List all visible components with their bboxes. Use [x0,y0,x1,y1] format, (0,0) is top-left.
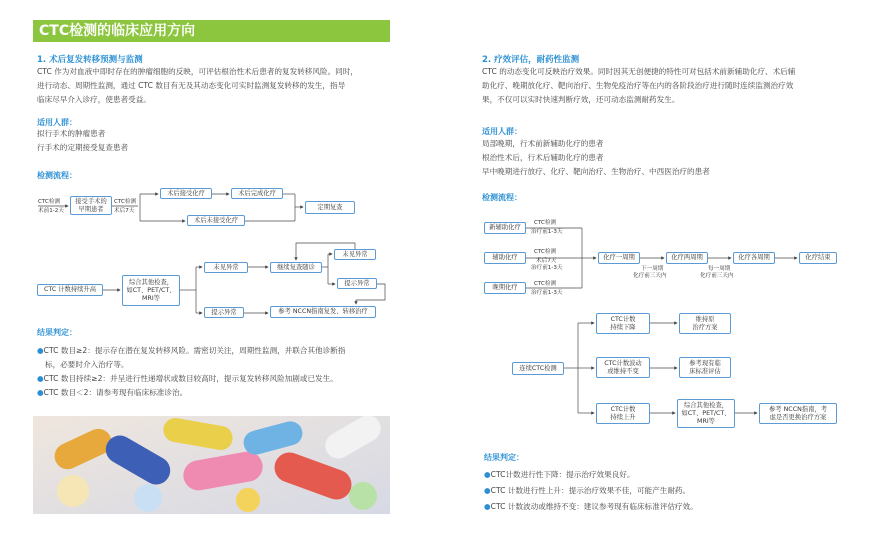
result-item: ●CTC计数进行性下降：提示治疗效果良好。 [484,470,635,479]
flow1-chemo-box: 术后接受化疗 [160,188,212,199]
section1-flow-heading: 检测流程： [37,171,77,180]
flow3-adj-sub2: 治疗前1-3天 [531,265,563,271]
bullet-dot-icon: ● [484,502,491,511]
result-item: ●CTC 数目持续≥2：并呈进行性递增状或数目较高时，提示复发转移风险加剧或已发生。 [37,374,338,383]
flow1-no-chemo-box: 术后未接受化疗 [187,215,245,226]
result-heading-right: 结果判定： [484,453,524,462]
flow1-review-box: 定期复查 [305,201,355,214]
flow3-cycle1-sub2: 化疗前三天内 [633,273,667,279]
result-heading-left: 结果判定： [37,328,77,337]
flow3-cycle2-box: 化疗两周期 [666,252,708,264]
bullet-dot-icon: ● [37,388,44,397]
flow2-hint-abn-box: 提示异常 [204,307,244,318]
flow3-end-box: 化疗结束 [799,252,837,264]
flow2-start-box: CTC 计数持续升高 [37,284,103,296]
audience-item: 行手术的定期接受复查患者 [37,143,129,152]
flow3-adj-box: 辅助化疗 [484,252,526,264]
flow2-not-abnormal-box: 未见异常 [204,262,248,273]
body-line: CTC 的动态变化可反映治疗效果。同时因其无创便捷的特性可对包括术前新辅助化疗、术后辅 [482,67,796,76]
result-item: ●CTC 计数波动或维持不变：建议参考现有临床标准评估疗效。 [484,502,698,511]
flow1-chemo-done-box: 术后完成化疗 [231,188,283,199]
flow4-up-result-box: 参考 NCCN指南，考 虑是否更换治疗方案 [759,403,837,424]
page-title: CTC检测的临床应用方向 [33,20,390,42]
result-item: ●CTC 计数进行性上升：提示治疗效果不佳，可能产生耐药。 [484,486,691,495]
flow3-late-ctc: CTC检测 [534,281,557,287]
body-line: CTC 作为对血液中即时存在的肿瘤细胞的反映，可评估根治性术后患者的复发转移风险。同时， [37,67,358,76]
section1-audience [37,127,128,155]
flow2-nccn-box: 参考 NCCN指南复发、转移治疗 [270,306,376,318]
flow3-neo-sub: 治疗前1-3天 [531,229,563,235]
audience-item: 根治性术后，行术后辅助化疗的患者 [482,153,604,162]
flow1-patient-box: 接受手术的 早期患者 [70,196,112,215]
bullet-dot-icon: ● [37,374,44,383]
flow4-down-box: CTC计数 持续下降 [596,313,650,334]
section1-heading: 1. 术后复发转移预测与监测 [37,55,143,65]
flow3-neo-ctc: CTC检测 [534,220,557,226]
capsules-photo [33,416,390,514]
flow2-hint-abn2-box: 提示异常 [337,278,377,289]
result-item: ●CTC 数目＜2：请参考现有临床标准诊治。 [37,388,188,397]
results-left [37,344,397,400]
section1-body [37,65,397,107]
flow3-neo-box: 新辅助化疗 [484,222,526,234]
flow1-ctc-post: CTC检测 [114,199,137,205]
flow1-ctc-pre: CTC检测 [38,199,61,205]
section2-audience [482,137,710,179]
body-line: 临床尽早介入诊疗，使患者受益。 [37,95,151,104]
audience-item: 拟行手术的肿瘤患者 [37,129,106,138]
result-item-cont: 标，必要时介入治疗等。 [45,360,129,369]
section2-flow-heading: 检测流程： [482,193,522,202]
bullet-dot-icon: ● [484,486,491,495]
flow3-adj-sub1: 术后7天 [536,258,557,264]
flow4-up-box: CTC计数 持续上升 [596,403,650,424]
flow3-cycleN-box: 化疗各周期 [733,252,775,264]
flow3-cycle1-sub1: 下一周期 [641,266,664,272]
bullet-dot-icon: ● [484,470,491,479]
bullet-dot-icon: ● [37,346,44,355]
flow1-ctc-pre-sub: 术前1-2天 [38,208,64,214]
section1-audience-heading: 适用人群： [37,118,77,127]
results-right [484,467,864,515]
flow4-start-box: 连续CTC检测 [512,362,564,375]
flow3-late-box: 晚期化疗 [484,282,526,294]
flow3-adj-ctc: CTC检测 [534,249,557,255]
section2-audience-heading: 适用人群： [482,127,522,136]
section2-body [482,65,852,107]
audience-item: 早中晚期进行放疗、化疗、靶向治疗、生物治疗、中西医治疗的患者 [482,167,710,176]
flow4-down-result-box: 维持原 治疗方案 [679,313,731,334]
flow2-combine-box: 综合其他检查， 如CT、PET/CT、 MRI等 [122,275,180,306]
flow3-cycle2-sub1: 每一周期 [708,266,731,272]
flow4-wave-box: CTC计数波动 或维持不变 [596,357,650,378]
section2-heading: 2. 疗效评估，耐药性监测 [482,55,580,65]
flow4-up-combine-box: 综合其他检查， 如CT、PET/CT、 MRI等 [677,399,735,428]
body-line: 进行动态、周期性监测，通过 CTC 数目有无及其动态变化可实时监测复发转移的发生，指导 [37,81,346,90]
flow4-wave-result-box: 参考现有临 床标准评估 [679,357,731,378]
result-item: ●CTC 数目≥2：提示存在潜在复发转移风险。需密切关注，周期性监测，并联合其他诊断指 [37,346,346,355]
flow3-late-sub: 治疗前1-3天 [531,290,563,296]
flow2-follow-box: 继续复查随诊 [270,262,322,273]
body-line: 果，不仅可以实时快速判断疗效，还可动态监测耐药发生。 [482,95,680,104]
flow3-cycle1-box: 化疗一周期 [598,252,640,264]
flow3-cycle2-sub2: 化疗前三天内 [700,273,734,279]
audience-item: 局部晚期，行术前新辅助化疗的患者 [482,139,604,148]
flow1-ctc-post-sub: 术后7天 [114,208,135,214]
flow2-no-abn-box: 未见异常 [334,249,376,260]
body-line: 助化疗、晚期放化疗、靶向治疗、生物免疫治疗等在内的各阶段治疗进行随时连续监测治疗效 [482,81,794,90]
